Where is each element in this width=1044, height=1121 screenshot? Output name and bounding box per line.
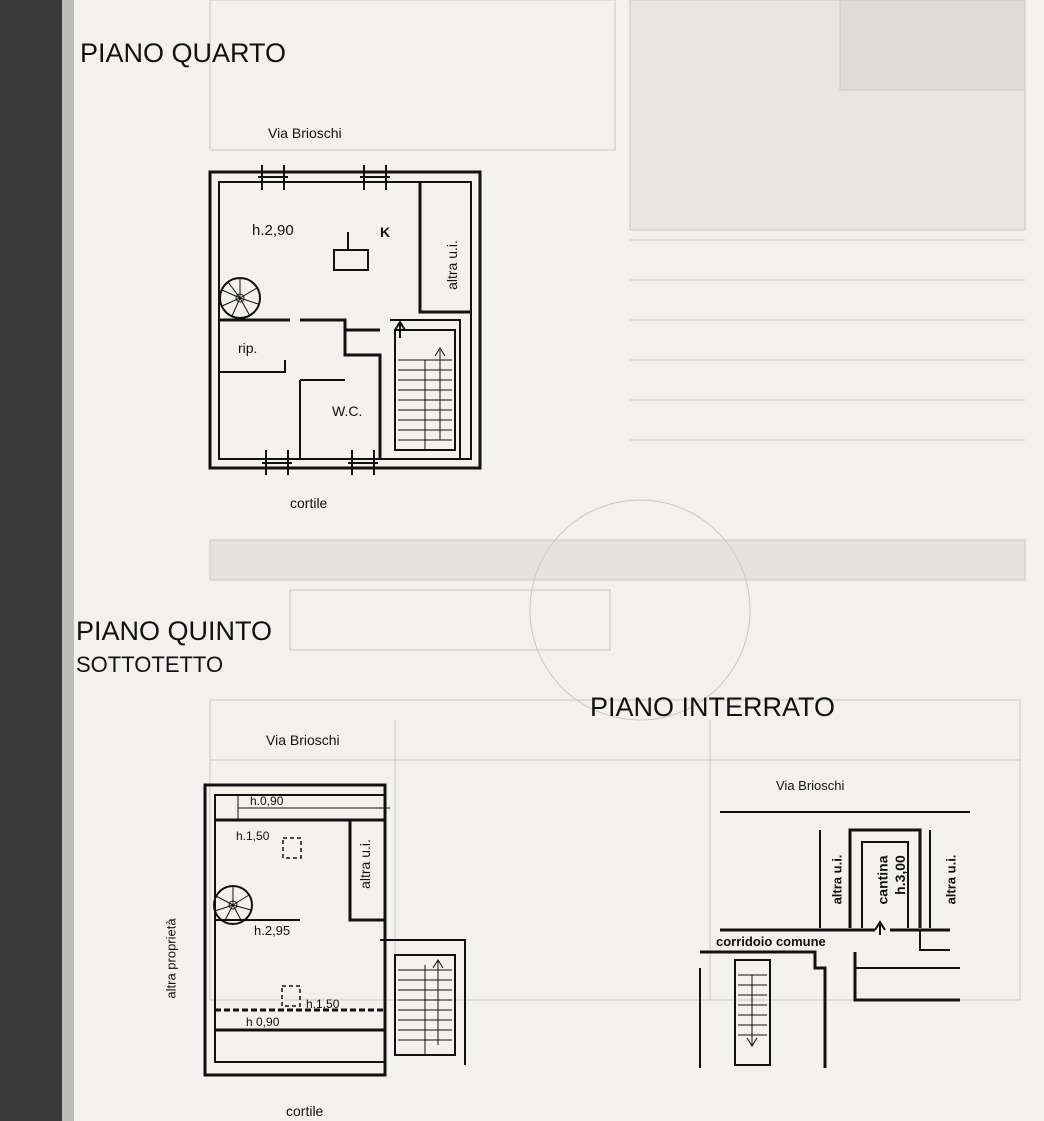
quinto-height-label-4: h.1,50 — [306, 997, 340, 1011]
quinto-street-label: Via Brioschi — [266, 732, 340, 748]
quarto-kitchen-label: K — [380, 224, 391, 240]
quinto-other-unit-label: altra u.i. — [356, 839, 373, 889]
interrato-street-label: Via Brioschi — [776, 778, 845, 793]
quinto-height-label-1: h.0,90 — [250, 794, 284, 808]
title-piano-quarto: PIANO QUARTO — [80, 38, 287, 68]
plan-piano-quarto — [210, 165, 480, 475]
quinto-courtyard-label: cortile — [286, 1103, 324, 1119]
title-piano-interrato: PIANO INTERRATO — [590, 692, 836, 722]
title-piano-quinto: PIANO QUINTO — [76, 616, 273, 646]
interrato-other-unit-right-label: altra u.i. — [943, 854, 959, 905]
quarto-courtyard-label: cortile — [290, 495, 328, 511]
interrato-common-corridor-label: corridoio comune — [716, 934, 826, 949]
interrato-cellar-label: cantina — [874, 855, 891, 905]
quarto-street-label: Via Brioschi — [268, 125, 342, 141]
quarto-other-unit-label: altra u.i. — [443, 240, 460, 290]
quarto-bathroom-label: W.C. — [332, 403, 363, 419]
interrato-other-unit-left-label: altra u.i. — [829, 854, 845, 905]
quinto-other-property-label: altra proprietà — [163, 918, 179, 999]
scan-edge-fade — [62, 0, 74, 1121]
background-ghost-table — [210, 0, 1025, 1000]
quarto-height-label: h.2,90 — [252, 222, 294, 239]
quinto-height-label-2: h.1,50 — [236, 829, 270, 843]
interrato-cellar-height-label: h.3,00 — [891, 855, 908, 895]
subtitle-sottotetto: SOTTOTETTO — [76, 652, 224, 677]
quinto-height-label-3: h.2,95 — [254, 923, 291, 938]
quinto-height-label-5: h 0,90 — [246, 1015, 280, 1029]
scan-edge-shadow — [0, 0, 62, 1121]
quarto-storage-label: rip. — [238, 340, 258, 356]
